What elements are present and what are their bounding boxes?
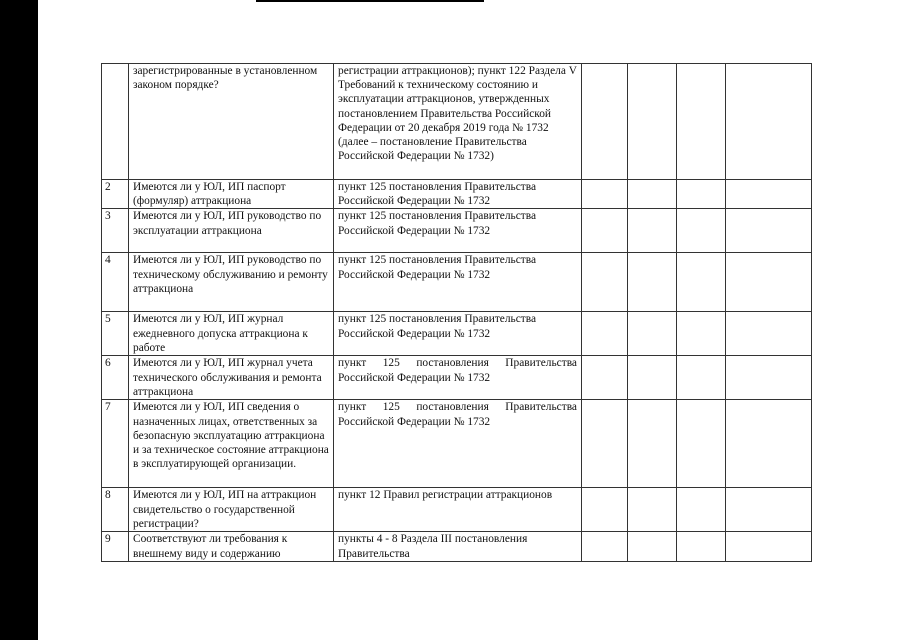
- answer-na-cell: [677, 180, 726, 209]
- answer-yes-cell: [582, 400, 628, 488]
- checklist-table: [101, 63, 812, 562]
- remarks-cell: [726, 356, 812, 400]
- question-cell: Имеются ли у ЮЛ, ИП сведения о назначенных лицах, ответственных за безопасную эксплуатацию аттракциона и за техническое состояние аттракциона в эксплуатирующей организации.: [129, 400, 334, 488]
- answer-no-cell: [628, 209, 677, 253]
- answer-yes-cell: [582, 209, 628, 253]
- legal-basis-cell: пункт 125 постановления Правительства Российской Федерации № 1732: [334, 180, 582, 209]
- answer-na-cell: [677, 488, 726, 532]
- scan-edge-bar: [0, 0, 38, 640]
- answer-no-cell: [628, 312, 677, 356]
- table-row: [102, 532, 812, 561]
- scan-top-rule: [256, 0, 484, 2]
- answer-yes-cell: [582, 312, 628, 356]
- row-number: 2: [102, 180, 129, 209]
- row-number: 6: [102, 356, 129, 400]
- answer-yes-cell: [582, 253, 628, 312]
- remarks-cell: [726, 180, 812, 209]
- question-cell: Соответствуют ли требования к внешнему виду и содержанию: [129, 532, 334, 561]
- remarks-cell: [726, 209, 812, 253]
- row-number: 7: [102, 400, 129, 488]
- answer-na-cell: [677, 532, 726, 561]
- answer-na-cell: [677, 209, 726, 253]
- answer-na-cell: [677, 64, 726, 180]
- remarks-cell: [726, 253, 812, 312]
- remarks-cell: [726, 312, 812, 356]
- answer-no-cell: [628, 253, 677, 312]
- question-cell: Имеются ли у ЮЛ, ИП на аттракцион свидетельство о государственной регистрации?: [129, 488, 334, 532]
- legal-basis-cell: регистрации аттракционов); пункт 122 Раздела V Требований к техническому состоянию и эксплуатации аттракционов, утвержденных постановлением Правительства Российской Федерации от 20 декабря 2019 года № 1732 (далее – постановление Правительства Российской Федерации № 1732): [334, 64, 582, 180]
- answer-no-cell: [628, 64, 677, 180]
- answer-no-cell: [628, 356, 677, 400]
- legal-basis-cell: пункт 12 Правил регистрации аттракционов: [334, 488, 582, 532]
- row-number: 3: [102, 209, 129, 253]
- answer-yes-cell: [582, 180, 628, 209]
- row-number: [102, 64, 129, 180]
- table-row: [102, 312, 812, 356]
- answer-na-cell: [677, 253, 726, 312]
- answer-no-cell: [628, 488, 677, 532]
- row-number: 5: [102, 312, 129, 356]
- remarks-cell: [726, 64, 812, 180]
- table-row: [102, 209, 812, 253]
- answer-no-cell: [628, 400, 677, 488]
- answer-yes-cell: [582, 532, 628, 561]
- legal-basis-cell: пункт 125 постановления Правительства Российской Федерации № 1732: [334, 356, 582, 400]
- question-cell: Имеются ли у ЮЛ, ИП журнал ежедневного допуска аттракциона к работе: [129, 312, 334, 356]
- answer-na-cell: [677, 356, 726, 400]
- answer-na-cell: [677, 400, 726, 488]
- answer-yes-cell: [582, 356, 628, 400]
- row-number: 4: [102, 253, 129, 312]
- answer-yes-cell: [582, 64, 628, 180]
- row-number: 8: [102, 488, 129, 532]
- answer-na-cell: [677, 312, 726, 356]
- question-cell: Имеются ли у ЮЛ, ИП журнал учета технического обслуживания и ремонта аттракциона: [129, 356, 334, 400]
- legal-basis-cell: пункт 125 постановления Правительства Российской Федерации № 1732: [334, 400, 582, 488]
- remarks-cell: [726, 488, 812, 532]
- question-cell: Имеются ли у ЮЛ, ИП руководство по техническому обслуживанию и ремонту аттракциона: [129, 253, 334, 312]
- answer-no-cell: [628, 180, 677, 209]
- table-row: [102, 180, 812, 209]
- answer-no-cell: [628, 532, 677, 561]
- answer-yes-cell: [582, 488, 628, 532]
- legal-basis-cell: пункты 4 - 8 Раздела III постановления Правительства: [334, 532, 582, 561]
- table-row: [102, 356, 812, 400]
- table-row: [102, 488, 812, 532]
- question-cell: Имеются ли у ЮЛ, ИП паспорт (формуляр) аттракциона: [129, 180, 334, 209]
- table-row: [102, 64, 812, 180]
- legal-basis-cell: пункт 125 постановления Правительства Российской Федерации № 1732: [334, 253, 582, 312]
- remarks-cell: [726, 400, 812, 488]
- legal-basis-cell: пункт 125 постановления Правительства Российской Федерации № 1732: [334, 209, 582, 253]
- question-cell: Имеются ли у ЮЛ, ИП руководство по эксплуатации аттракциона: [129, 209, 334, 253]
- row-number: 9: [102, 532, 129, 561]
- table-row: [102, 253, 812, 312]
- legal-basis-cell: пункт 125 постановления Правительства Российской Федерации № 1732: [334, 312, 582, 356]
- table-row: [102, 400, 812, 488]
- remarks-cell: [726, 532, 812, 561]
- question-cell: зарегистрированные в установленном законом порядке?: [129, 64, 334, 180]
